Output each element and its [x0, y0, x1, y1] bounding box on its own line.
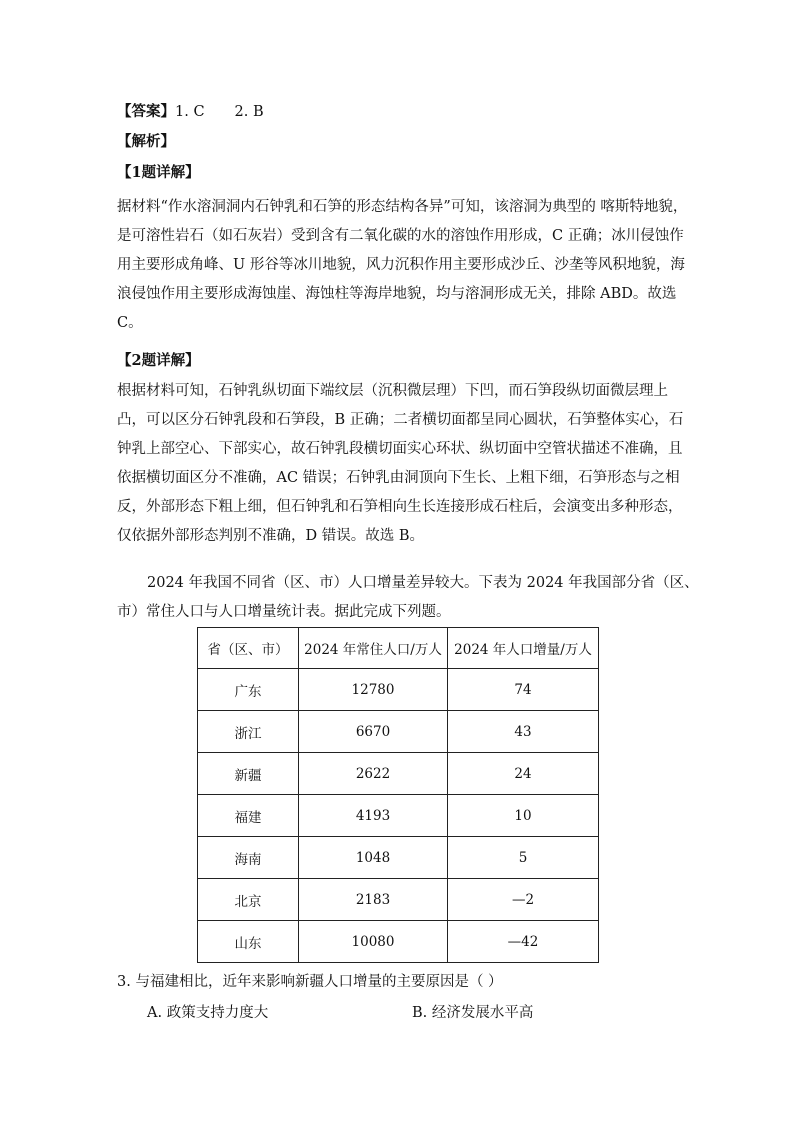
q1-detail-line: 浪侵蚀作用主要形成海蚀崖、海蚀柱等海岸地貌，均与溶洞形成无关，排除 ABD。故选: [117, 286, 677, 302]
table-cell: 浙江: [198, 711, 299, 753]
q2-detail-paragraph: [117, 377, 684, 551]
question-3-option-a: A. 政策支持力度大: [147, 1005, 269, 1021]
table-row: [198, 921, 599, 963]
q1-detail-line: C。: [117, 315, 143, 331]
q2-detail-line: 仅依据外部形态判别不准确，D 错误。故选 B。: [117, 528, 424, 544]
answer-line: [117, 102, 677, 122]
q2-detail-line: 依据横切面区分不准确，AC 错误；石钟乳由洞顶向下生长、上粗下细，石笋形态与之相: [117, 470, 680, 486]
q2-detail-line: 反，外部形态下粗上细，但石钟乳和石笋相向生长连接形成石柱后，会演变出多种形态，: [117, 499, 683, 515]
table-cell: 10: [448, 795, 599, 837]
q1-detail-paragraph: [117, 193, 688, 338]
table-cell: —2: [448, 879, 599, 921]
table-cell: 山东: [198, 921, 299, 963]
q2-detail-line: 钟乳上部空心、下部实心，故石钟乳段横切面实心环状、纵切面中空管状描述不准确，且: [117, 441, 683, 457]
intro-paragraph: [117, 569, 699, 627]
answer-q2: 2. B: [234, 104, 264, 120]
q1-detail-heading: 【1题详解】: [117, 164, 200, 181]
table-row: [198, 837, 599, 879]
table-header-cell: 2024 年人口增量/万人: [448, 628, 599, 669]
table-cell: 2622: [299, 753, 448, 795]
intro-line: 2024 年我国不同省（区、市）人口增量差异较大。下表为 2024 年我国部分省（区、: [147, 575, 699, 591]
table-cell: —42: [448, 921, 599, 963]
table-cell: 5: [448, 837, 599, 879]
table-row: [198, 669, 599, 711]
analysis-heading: 【解析】: [117, 133, 175, 150]
table-row: [198, 795, 599, 837]
table-row: [198, 879, 599, 921]
table-cell: 6670: [299, 711, 448, 753]
q2-detail-heading: 【2题详解】: [117, 352, 200, 369]
table-row: [198, 753, 599, 795]
table-cell: 43: [448, 711, 599, 753]
q1-detail-line: 据材料“作水溶洞洞内石钟乳和石笋的形态结构各异”可知，该溶洞为典型的 喀斯特地貌，: [117, 199, 688, 215]
table-cell: 4193: [299, 795, 448, 837]
question-3-option-b: B. 经济发展水平高: [412, 1005, 534, 1021]
table-cell: 1048: [299, 837, 448, 879]
table-row: [198, 711, 599, 753]
table-cell: 10080: [299, 921, 448, 963]
q2-detail-line: 凸，可以区分石钟乳段和石笋段，B 正确；二者横切面都呈同心圆状，石笋整体实心，石: [117, 412, 684, 428]
table-cell: 24: [448, 753, 599, 795]
table-cell: 福建: [198, 795, 299, 837]
table-cell: 2183: [299, 879, 448, 921]
table-header-cell: 2024 年常住人口/万人: [299, 628, 448, 669]
table-cell: 74: [448, 669, 599, 711]
answer-q1: 1. C: [175, 104, 205, 120]
table-cell: 广东: [198, 669, 299, 711]
q1-detail-line: 是可溶性岩石（如石灰岩）受到含有二氧化碳的水的溶蚀作用形成，C 正确；冰川侵蚀作: [117, 228, 684, 244]
table-cell: 海南: [198, 837, 299, 879]
question-3-stem: 3. 与福建相比，近年来影响新疆人口增量的主要原因是（ ）: [117, 974, 503, 990]
q1-detail-line: 用主要形成角峰、U 形谷等冰川地貌，风力沉积作用主要形成沙丘、沙垄等风积地貌，海: [117, 257, 685, 273]
population-table: [197, 627, 599, 963]
table-header-cell: 省（区、市）: [198, 628, 299, 669]
intro-line: 市）常住人口与人口增量统计表。据此完成下列题。: [117, 604, 451, 620]
table-header-row: [198, 628, 599, 669]
table-cell: 北京: [198, 879, 299, 921]
answer-label: 【答案】: [117, 103, 175, 120]
table-cell: 12780: [299, 669, 448, 711]
q2-detail-line: 根据材料可知，石钟乳纵切面下端纹层（沉积微层理）下凹，而石笋段纵切面微层理上: [117, 383, 668, 399]
table-cell: 新疆: [198, 753, 299, 795]
